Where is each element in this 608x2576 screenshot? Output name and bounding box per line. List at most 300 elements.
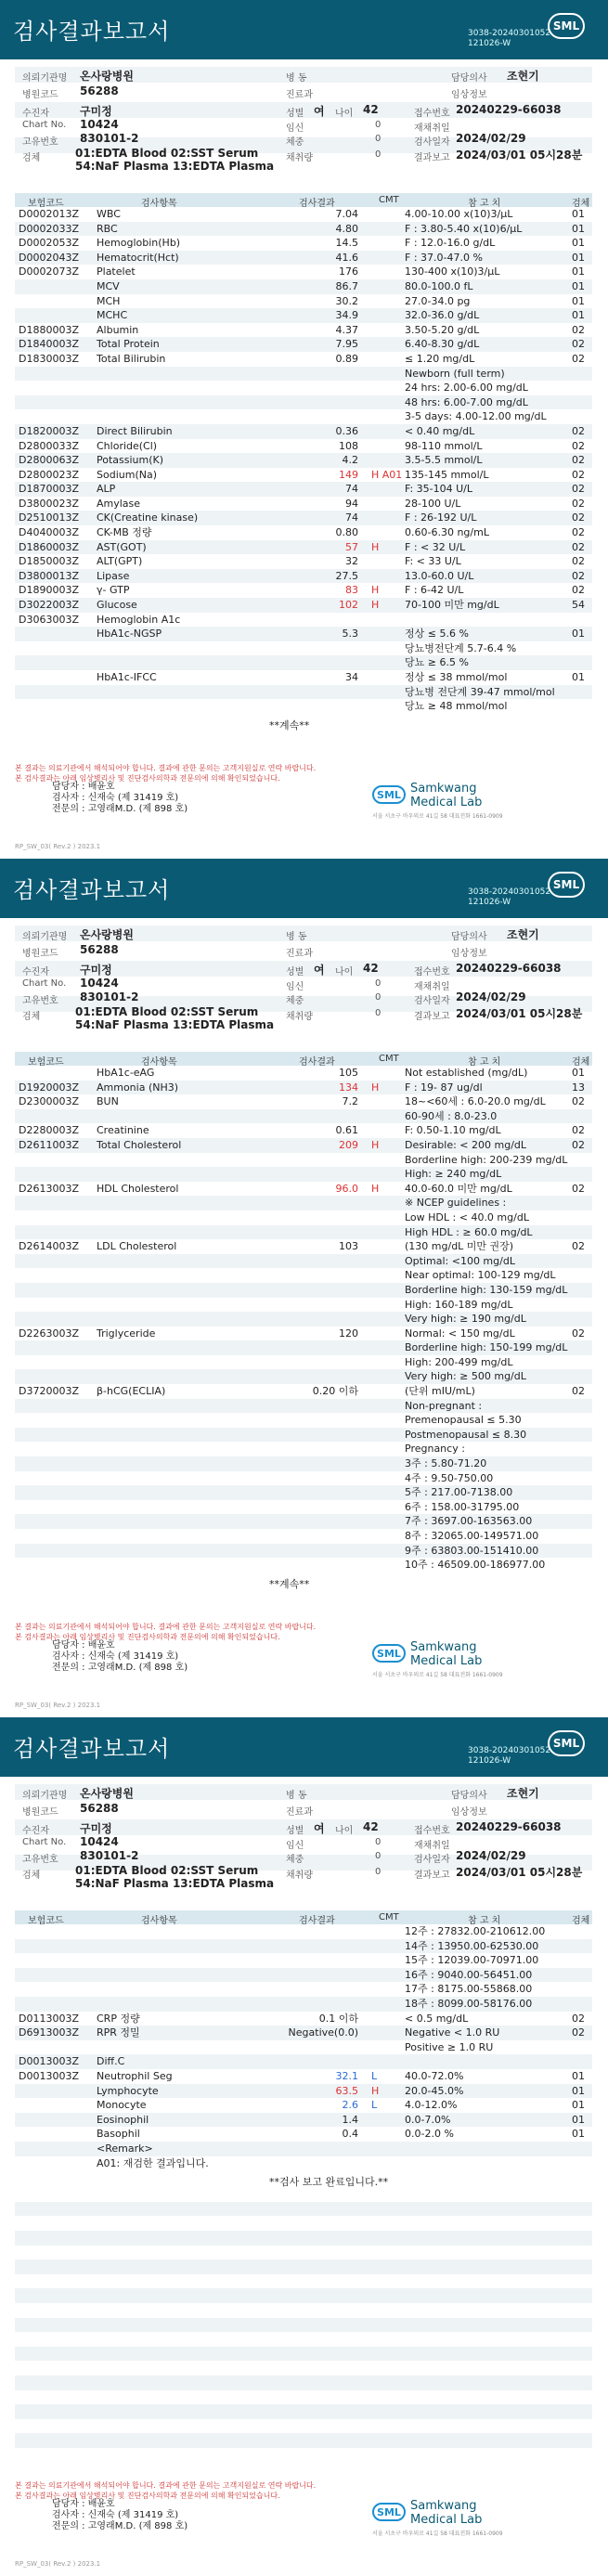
cell-code: D0002013Z [19,208,79,220]
cell-item: A01: 재검한 결과입니다. [97,2156,209,2169]
cell-code: D2510013Z [19,511,79,524]
cell-item: ALP [97,483,116,496]
cell-code: D1920003Z [19,1081,79,1094]
cell-specimen: 02 [572,1327,585,1340]
cell-specimen: 02 [572,511,585,524]
cell-reference: 28-100 U/L [405,497,461,510]
table-row [15,1442,592,1456]
cell-reference: Desirable: < 200 mg/dL [405,1138,527,1151]
table-row [15,1210,592,1225]
results-table-header: 보험코드 검사항목 검사결과 CMT 참 고 치 검체 [15,1052,592,1066]
specialist: 전문의 : 고영래M.D. (제 898 호) [52,2521,188,2531]
cell-specimen: 54 [572,599,585,612]
cell-reference: F : < 32 U/L [405,540,466,553]
cell-reference: 7주 : 3697.00-163563.00 [405,1515,533,1528]
cell-item: Hemoglobin(Hb) [97,237,181,250]
cell-reference: 정상 ≤ 38 mmol/mol [405,671,508,683]
table-row [15,569,592,584]
cell-reference: F : 19- 87 ug/dl [405,1081,483,1094]
cell-reference: 6.40-8.30 g/dL [405,338,480,351]
cell-result: 7.2 [342,1095,358,1108]
report-header [0,1717,608,1777]
cell-code: D0013003Z [19,2069,79,2082]
table-row [15,337,592,352]
cell-specimen: 02 [572,540,585,553]
cell-reference: Borderline high: 200-239 mg/dL [405,1153,568,1166]
lab-address: 서울 서초구 바우뫼로 41길 58 대표전화 1661-0909 [372,1672,503,1678]
cell-reference: Optimal: <100 mg/dL [405,1254,515,1267]
cell-code: D1860003Z [19,540,79,553]
cell-result: 0.20 이하 [312,1385,358,1398]
cell-specimen: 02 [572,439,585,452]
cell-flag: H [371,1081,380,1094]
table-row [15,1399,592,1414]
cell-reference: Positive ≥ 1.0 RU [405,2040,494,2053]
cell-reference: F: < 33 U/L [405,555,461,568]
cell-result: 0.4 [342,2128,358,2141]
lab-name: Samkwang Medical Lab [410,1640,483,1668]
cell-item: β-hCG(ECLIA) [97,1385,166,1398]
cell-reference: 12주 : 27832.00-210612.00 [405,1925,546,1937]
cell-code: D1870003Z [19,483,79,496]
cell-result: 74 [345,483,358,496]
table-row [15,1413,592,1428]
cell-specimen: 02 [572,497,585,510]
cell-reference: Normal: < 150 mg/dL [405,1327,515,1340]
institution: 온사랑병원 [80,70,134,83]
cell-reference: Very high: ≥ 500 mg/dL [405,1370,526,1383]
patient-info: 의뢰기관명 온사랑병원 병원코드 56288 병 동 진료과 담당의사 조현기 임상정보 수진자 구미정 Chart No. 10424 고유번호 830101-2 검체 01:EDTA Blood 02:SST Serum 54:NaF Plasma 13:EDTA Plasma 성별 여 나이 42 임신 0 체중 0 채취량 0 접수번호 20240229-66038 재채취일 검사일자 2024/02/29 결과보고 2024/03/01 05시28분 [15,67,592,175]
cell-specimen: 02 [572,569,585,582]
cell-result: 30.2 [335,294,358,307]
cell-result: 176 [339,265,358,278]
cell-code: D6913003Z [19,2026,79,2039]
age: 42 [363,962,379,975]
report-header [0,0,608,59]
cell-code: D1820003Z [19,424,79,437]
cell-reference: F : 26-192 U/L [405,511,477,524]
cell-result: 27.5 [335,569,358,582]
cell-reference: 70-100 미만 mg/dL [405,599,499,612]
lab-logo-icon: SML [372,1644,406,1663]
cell-result: 4.2 [342,454,358,467]
cell-item: <Remark> [97,2142,153,2155]
cell-reference: 0.0-7.0% [405,2113,451,2126]
cell-specimen: 02 [572,483,585,496]
registration-no: 830101-2 [80,1849,139,1862]
cell-reference: 18~<60세 : 6.0-20.0 mg/dL [405,1095,546,1108]
table-row [15,1968,592,1983]
cell-result: 0.1 이하 [318,2012,358,2025]
table-row [15,1123,592,1138]
checker: 검사자 : 신재숙 (제 31419 호) [52,793,179,803]
test-date: 2024/02/29 [456,1849,526,1862]
cell-reference: 9주 : 63803.00-151410.00 [405,1544,539,1557]
cell-reference: Borderline high: 150-199 mg/dL [405,1341,568,1354]
table-row [15,1298,592,1313]
cell-item: Potassium(K) [97,454,164,467]
cell-flag: H [371,1138,380,1151]
cell-result: 34.9 [335,309,358,322]
cell-item: HbA1c-eAG [97,1067,155,1079]
report-status: **계속** [269,1578,310,1590]
cell-specimen: 01 [572,237,585,250]
chart-no: 10424 [80,977,119,990]
cell-specimen: 01 [572,279,585,292]
cell-result: 41.6 [335,251,358,264]
cell-reference: 17주 : 8175.00-55868.00 [405,1983,533,1996]
cell-specimen: 01 [572,2069,585,2082]
cell-item: CK-MB 정량 [97,526,152,539]
cell-result: 103 [339,1240,358,1253]
blank-rows [15,2187,592,2462]
cell-item: Hematocrit(Hct) [97,251,179,264]
cell-item: Direct Bilirubin [97,424,173,437]
cell-flag: H A01 [371,468,403,481]
cell-reference: 20.0-45.0% [405,2084,464,2097]
cell-reference: 13.0-60.0 U/L [405,569,474,582]
cell-specimen: 01 [572,2084,585,2097]
cell-specimen: 02 [572,584,585,597]
cell-reference: 당뇨 ≥ 6.5 % [405,656,469,669]
cell-item: Creatinine [97,1124,149,1137]
cell-code: D0113003Z [19,2012,79,2025]
cell-item: Neutrophil Seg [97,2069,173,2082]
table-row [15,2142,592,2156]
cell-reference: 당뇨 ≥ 48 mmol/mol [405,700,508,713]
cell-reference: Negative < 1.0 RU [405,2026,500,2039]
table-row [15,1369,592,1384]
cell-reference: < 0.5 mg/dL [405,2012,469,2025]
cell-specimen: 02 [572,1385,585,1398]
table-row [15,236,592,251]
cell-reference: (130 mg/dL 미만 권장) [405,1240,514,1253]
technician: 담당자 : 배윤호 [52,1640,115,1650]
empty-row [15,2390,592,2405]
cell-item: Amylase [97,497,141,510]
table-row [15,294,592,309]
cell-reference: Near optimal: 100-129 mg/dL [405,1269,556,1282]
report-page-2 [0,859,608,1717]
cell-item: Hemoglobin A1c [97,613,181,626]
table-row [15,1153,592,1168]
table-row [15,482,592,497]
cell-item: MCHC [97,309,128,322]
table-row [15,1327,592,1341]
specimen-line2: 54:NaF Plasma 13:EDTA Plasma [75,160,275,173]
table-row [15,439,592,454]
cell-specimen: 01 [572,1067,585,1079]
specimen-line1: 01:EDTA Blood 02:SST Serum [75,1005,259,1018]
results-table-header: 보험코드 검사항목 검사결과 CMT 참 고 치 검체 [15,1910,592,1924]
results-table-header: 보험코드 검사항목 검사결과 CMT 참 고 치 검체 [15,193,592,207]
cell-result: 120 [339,1327,358,1340]
table-row [15,1225,592,1240]
results-table [15,1066,592,1573]
cell-reference: 40.0-60.0 미만 mg/dL [405,1182,512,1195]
cell-specimen: 01 [572,2113,585,2126]
table-row [15,1239,592,1254]
report-title: 검사결과보고서 [13,1736,171,1762]
cell-specimen: 01 [572,222,585,235]
cell-reference: 130-400 x(10)3/µL [405,265,500,278]
cell-specimen: 01 [572,2128,585,2141]
cell-reference: 98-110 mmol/L [405,439,483,452]
cell-result: 108 [339,439,358,452]
table-row [15,1558,592,1573]
cell-reference: 당뇨병 전단계 39-47 mmol/mol [405,685,555,698]
table-row [15,627,592,641]
report-footer: 본 결과는 의료기관에서 해석되어야 합니다. 결과에 관한 문의는 고객지원실로 연락 바랍니다. 본 검사결과는 아래 임상병리사 및 진단검사의학과 전문의에 의해 확인되었습니다. 담당자 : 배윤호 검사자 : 신재숙 (제 31419 호) 전문의 : 고영래M.D. (제 898 호) SML Samkwang Medical Lab 서울 서초구 바우뫼로 41길 58 대표전화 1661-0909 RP_SW_03( Rev.2 ) 2023.1 [15,1623,503,1709]
cell-reference: 18주 : 8099.00-58176.00 [405,1997,533,2010]
patient-info: 의뢰기관명 온사랑병원 병원코드 56288 병 동 진료과 담당의사 조현기 임상정보 수진자 구미정 Chart No. 10424 고유번호 830101-2 검체 01:EDTA Blood 02:SST Serum 54:NaF Plasma 13:EDTA Plasma 성별 여 나이 42 임신 0 체중 0 채취량 0 접수번호 20240229-66038 재채취일 검사일자 2024/02/29 결과보고 2024/03/01 05시28분 [15,926,592,1034]
cell-reference: Non-pregnant : [405,1399,483,1412]
cell-result: 0.80 [335,526,358,539]
cell-item: HDL Cholesterol [97,1182,179,1195]
cell-result: 74 [345,511,358,524]
empty-row [15,2332,592,2347]
cell-item: BUN [97,1095,119,1108]
cell-reference: 5주 : 217.00-7138.00 [405,1486,513,1499]
specialist: 전문의 : 고영래M.D. (제 898 호) [52,1663,188,1673]
cell-specimen: 02 [572,454,585,467]
cell-code: D2611003Z [19,1138,79,1151]
lab-address: 서울 서초구 바우뫼로 41길 58 대표전화 1661-0909 [372,2531,503,2537]
cell-code: D1830003Z [19,352,79,365]
empty-row [15,2259,592,2274]
cell-specimen: 02 [572,1138,585,1151]
cell-item: Sodium(Na) [97,468,157,481]
institution: 온사랑병원 [80,928,134,941]
cell-result: 0.36 [335,424,358,437]
cell-item: Diff.C [97,2055,125,2068]
table-row [15,1283,592,1298]
cell-item: Glucose [97,599,137,612]
cell-item: Total Cholesterol [97,1138,182,1151]
table-row [15,1355,592,1370]
table-row [15,1254,592,1269]
cell-reference: High HDL : ≥ 60.0 mg/dL [405,1225,533,1238]
cell-result: 4.80 [335,222,358,235]
cell-specimen: 13 [572,1081,585,1094]
cell-code: D0002043Z [19,251,79,264]
report-code: 3038-20240301052 121026-W [468,1746,551,1766]
report-status: **검사 보고 완료입니다.** [269,2176,389,2189]
table-row [15,1081,592,1095]
cell-result: 63.5 [335,2084,358,2097]
registration-no: 830101-2 [80,990,139,1003]
patient-name: 구미정 [80,1822,112,1835]
sex: 여 [314,964,325,977]
receipt-no: 20240229-66038 [456,962,562,975]
table-row [15,1485,592,1500]
empty-row [15,2361,592,2375]
cell-item: Platelet [97,265,136,278]
cell-result: 0.89 [335,352,358,365]
table-row [15,598,592,613]
cell-reference: 16주 : 9040.00-56451.00 [405,1968,533,1981]
cell-flag: H [371,540,380,553]
table-row [15,2040,592,2055]
empty-row [15,2187,592,2202]
cell-item: Chloride(Cl) [97,439,158,452]
lab-name: Samkwang Medical Lab [410,782,483,809]
sml-logo-icon: SML [548,872,585,898]
cell-result: 5.3 [342,628,358,641]
cell-reference: Newborn (full term) [405,367,505,380]
age: 42 [363,103,379,116]
cell-result: 86.7 [335,279,358,292]
table-row [15,279,592,294]
table-row [15,2113,592,2128]
lab-logo-icon: SML [372,785,406,804]
doctor-name: 조현기 [507,70,539,83]
table-row [15,1138,592,1153]
table-row [15,1196,592,1210]
receipt-no: 20240229-66038 [456,103,562,116]
table-row [15,1982,592,1997]
cell-code: D0002033Z [19,222,79,235]
cell-code: D2263003Z [19,1327,79,1340]
form-number: RP_SW_03( Rev.2 ) 2023.1 [15,2560,101,2568]
cell-reference: F : 37.0-47.0 % [405,251,483,264]
cell-reference: 당뇨병전단계 5.7-6.4 % [405,641,517,654]
results-table [15,207,592,714]
cell-result: 209 [339,1138,358,1151]
cell-item: HbA1c-IFCC [97,671,157,683]
empty-row [15,2404,592,2419]
cell-result: 0.61 [335,1124,358,1137]
table-row [15,1514,592,1529]
cell-code: D3720003Z [19,1385,79,1398]
cell-specimen: 02 [572,323,585,336]
specialist: 전문의 : 고영래M.D. (제 898 호) [52,804,188,814]
cell-result: 7.95 [335,338,358,351]
cell-reference: F : 12.0-16.0 g/dL [405,237,496,250]
empty-row [15,2202,592,2217]
table-row [15,2084,592,2099]
cell-specimen: 01 [572,265,585,278]
hospital-code: 56288 [80,943,119,956]
cell-result: 32 [345,555,358,568]
cell-item: HbA1c-NGSP [97,628,162,641]
table-row [15,1384,592,1399]
table-row [15,2069,592,2084]
cell-code: D1890003Z [19,584,79,597]
empty-row [15,2318,592,2333]
report-title: 검사결과보고서 [13,877,171,903]
cell-item: RPR 정밀 [97,2026,140,2039]
specimen-line2: 54:NaF Plasma 13:EDTA Plasma [75,1877,275,1890]
cell-reference: 0.60-6.30 ng/mL [405,526,489,539]
patient-name: 구미정 [80,964,112,977]
cell-item: WBC [97,208,121,220]
cell-code: D1840003Z [19,338,79,351]
cell-item: Lipase [97,569,130,582]
empty-row [15,2347,592,2362]
table-row [15,352,592,367]
sml-logo-icon: SML [548,13,585,39]
lab-logo-icon: SML [372,2503,406,2521]
cell-reference: 32.0-36.0 g/dL [405,309,480,322]
cell-reference: 27.0-34.0 pg [405,294,471,307]
empty-row [15,2246,592,2260]
cell-reference: 0.0-2.0 % [405,2128,454,2141]
cell-code: D1880003Z [19,323,79,336]
cell-item: CRP 정량 [97,2012,140,2025]
technician: 담당자 : 배윤호 [52,2499,115,2509]
table-row [15,1529,592,1544]
cell-reference: 4주 : 9.50-750.00 [405,1471,494,1484]
table-row [15,222,592,237]
doctor-name: 조현기 [507,1787,539,1800]
cell-flag: L [371,2069,378,2082]
cell-code: D3022003Z [19,599,79,612]
cell-specimen: 02 [572,2012,585,2025]
cell-specimen: 02 [572,352,585,365]
cell-code: D2800023Z [19,468,79,481]
report-code: 3038-20240301052 121026-W [468,887,551,907]
cell-specimen: 02 [572,526,585,539]
cell-flag: H [371,599,380,612]
cell-flag: L [371,2099,378,2112]
cell-reference: 15주 : 12039.00-70971.00 [405,1954,539,1967]
cell-code: D2280003Z [19,1124,79,1137]
cell-flag: H [371,2084,380,2097]
technician: 담당자 : 배윤호 [52,782,115,792]
registration-no: 830101-2 [80,132,139,145]
cell-result: 105 [339,1067,358,1079]
cell-item: Albumin [97,323,139,336]
cell-item: MCH [97,294,121,307]
cell-specimen: 02 [572,2026,585,2039]
empty-row [15,2303,592,2318]
specimen-line1: 01:EDTA Blood 02:SST Serum [75,1864,259,1877]
cell-reference: Low HDL : < 40.0 mg/dL [405,1210,529,1223]
cell-item: Triglyceride [97,1327,156,1340]
report-footer: 본 결과는 의료기관에서 해석되어야 합니다. 결과에 관한 문의는 고객지원실로 연락 바랍니다. 본 검사결과는 아래 임상병리사 및 진단검사의학과 전문의에 의해 확인되었습니다. 담당자 : 배윤호 검사자 : 신재숙 (제 31419 호) 전문의 : 고영래M.D. (제 898 호) SML Samkwang Medical Lab 서울 서초구 바우뫼로 41길 58 대표전화 1661-0909 RP_SW_03( Rev.2 ) 2023.1 [15,2481,503,2568]
table-row [15,381,592,395]
table-row [15,1997,592,2012]
lab-name: Samkwang Medical Lab [410,2499,483,2527]
cell-result: 134 [339,1081,358,1094]
cell-item: MCV [97,279,120,292]
sml-logo-icon: SML [548,1730,585,1756]
table-row [15,265,592,279]
empty-row [15,2216,592,2231]
cell-result: 4.37 [335,323,358,336]
cell-reference: 3.5-5.5 mmol/L [405,454,483,467]
cell-specimen: 02 [572,1095,585,1108]
cell-reference: 4.00-10.00 x(10)3/µL [405,208,513,220]
report-page-1 [0,0,608,859]
report-date: 2024/03/01 05시28분 [456,1007,583,1020]
cell-flag: H [371,584,380,597]
table-row [15,1312,592,1327]
cell-code: D1850003Z [19,555,79,568]
cell-item: AST(GOT) [97,540,147,553]
cell-reference: (단위 mIU/mL) [405,1385,475,1398]
cell-reference: Pregnancy : [405,1443,465,1456]
table-row [15,554,592,569]
cell-reference: High: 200-499 mg/dL [405,1355,513,1368]
cell-item: Lymphocyte [97,2084,159,2097]
cell-specimen: 02 [572,468,585,481]
table-row [15,685,592,700]
cell-result: 7.04 [335,208,358,220]
cell-reference: 48 hrs: 6.00-7.00 mg/dL [405,395,528,408]
cell-flag: H [371,1182,380,1195]
